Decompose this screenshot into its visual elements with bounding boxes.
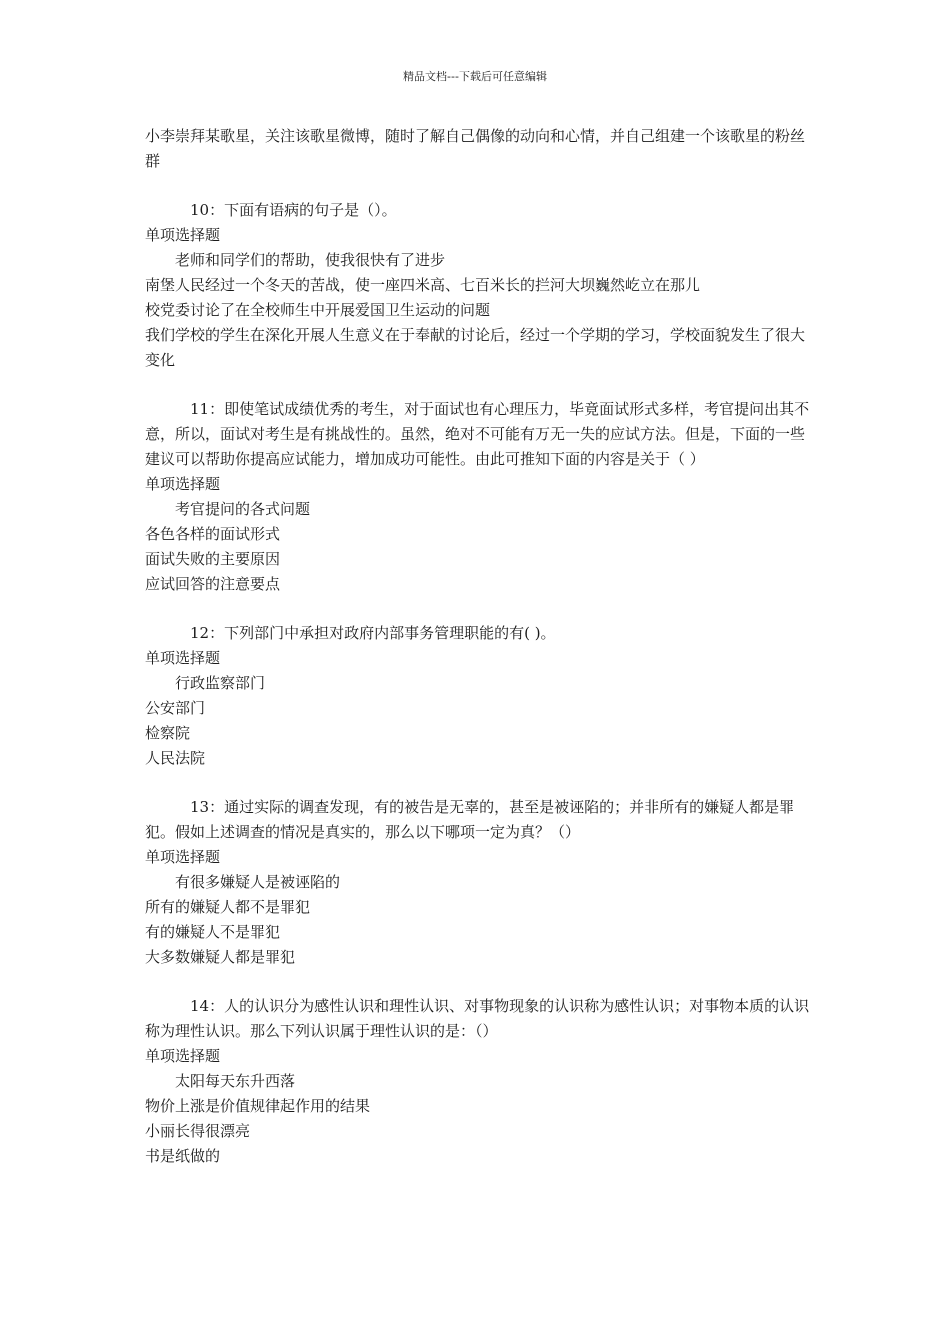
option-a: 老师和同学们的帮助，使我很快有了进步 — [175, 251, 446, 269]
option-d: 我们学校的学生在深化开展人生意义在于奉献的讨论后，经过一个学期的学习，学校面貌发生了很大变化 — [145, 326, 806, 369]
document-body — [145, 124, 810, 1169]
question-type: 单项选择题 — [145, 226, 221, 244]
question-stem: 14：人的认识分为感性认识和理性认识、对事物现象的认识称为感性认识；对事物本质的认识称为理性认识。那么下列认识属于理性认识的是：（） — [145, 997, 810, 1040]
option-a: 太阳每天东升西落 — [175, 1072, 296, 1090]
question-stem: 13：通过实际的调查发现，有的被告是无辜的，甚至是被诬陷的；并非所有的嫌疑人都是罪犯。假如上述调查的情况是真实的，那么以下哪项一定为真？（） — [145, 798, 795, 841]
option-b: 物价上涨是价值规律起作用的结果 — [145, 1097, 371, 1115]
option-a: 有很多嫌疑人是被诬陷的 — [175, 873, 341, 891]
question-type: 单项选择题 — [145, 1047, 221, 1065]
question-stem: 12：下列部门中承担对政府内部事务管理职能的有( )。 — [190, 624, 556, 642]
option-c: 校党委讨论了在全校师生中开展爱国卫生运动的问题 — [145, 301, 491, 319]
option-d: 书是纸做的 — [145, 1147, 221, 1165]
page-header: 精品文档---下载后可任意编辑 — [403, 70, 547, 83]
question-14 — [145, 994, 810, 1169]
question-stem: 10：下面有语病的句子是（）。 — [190, 201, 397, 219]
question-10 — [145, 198, 810, 373]
option-a: 考官提问的各式问题 — [175, 500, 311, 518]
option-d: 大多数嫌疑人都是罪犯 — [145, 948, 296, 966]
question-12 — [145, 621, 810, 771]
question-11 — [145, 397, 810, 597]
option-b: 公安部门 — [145, 699, 206, 717]
question-type: 单项选择题 — [145, 848, 221, 866]
intro-paragraph: 小李崇拜某歌星，关注该歌星微博，随时了解自己偶像的动向和心情，并自己组建一个该歌星的粉丝群 — [145, 127, 806, 170]
option-b: 南堡人民经过一个冬天的苦战，使一座四米高、七百米长的拦河大坝巍然屹立在那儿 — [145, 276, 701, 294]
option-c: 小丽长得很漂亮 — [145, 1122, 251, 1140]
option-d: 应试回答的注意要点 — [145, 575, 281, 593]
option-b: 所有的嫌疑人都不是罪犯 — [145, 898, 311, 916]
option-a: 行政监察部门 — [175, 674, 266, 692]
option-d: 人民法院 — [145, 749, 206, 767]
question-type: 单项选择题 — [145, 475, 221, 493]
option-c: 检察院 — [145, 724, 191, 742]
question-stem: 11：即使笔试成绩优秀的考生，对于面试也有心理压力，毕竟面试形式多样，考官提问出其不意，所以，面试对考生是有挑战性的。虽然，绝对不可能有万无一失的应试方法。但是，下面的一些建议可以帮助你提高应试能力，增加成功可能性。由此可推知下面的内容是关于（ ） — [145, 400, 810, 468]
option-b: 各色各样的面试形式 — [145, 525, 281, 543]
option-c: 有的嫌疑人不是罪犯 — [145, 923, 281, 941]
question-type: 单项选择题 — [145, 649, 221, 667]
option-c: 面试失败的主要原因 — [145, 550, 281, 568]
question-13 — [145, 795, 810, 970]
